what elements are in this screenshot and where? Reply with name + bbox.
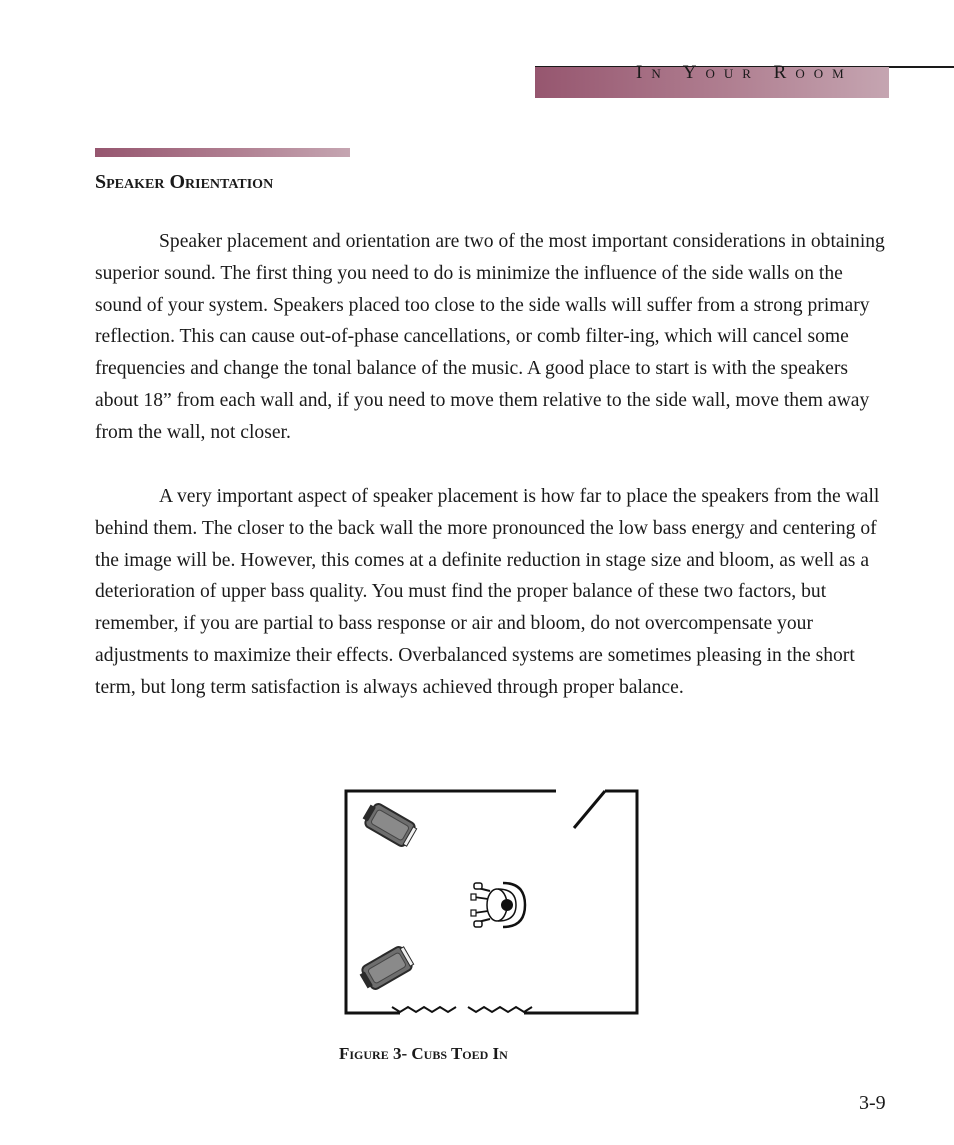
speaker-icon — [360, 800, 418, 849]
body-paragraph: A very important aspect of speaker placement is how far to place the speakers from the wall behind them. The closer to the back wall the more pronounced the low bass energy and centering of the image will be. However, this comes at a definite reduction in stage size and bloom, as well as a deterioration of upper bass quality. You must find the proper balance of these two factors, but remember, if you are partial to bass response or air and bloom, do not overcompensate your adjustments to maximize their effects. Overbalanced systems are sometimes pleasing in the short term, but long term satisfaction is always achieved through proper balance. — [95, 486, 880, 698]
running-header-title: In Your Room — [636, 62, 853, 83]
listener-chair-icon — [471, 883, 525, 927]
room-diagram-figure — [340, 785, 645, 1020]
section-heading: Speaker Orientation — [95, 171, 274, 193]
room-wall-right — [524, 791, 637, 1013]
room-diagram — [340, 785, 645, 1020]
page-number: 3-9 — [859, 1092, 886, 1114]
body-paragraph: Speaker placement and orientation are two of the most important considerations in obtaining superior sound. The first thing you need to do is minimize the influence of the side walls on the sound of your system. Speakers placed too close to the side walls will suffer from a strong primary reflection. This can cause out-of-phase cancellations, or comb filter-ing, which will cancel some frequencies and change the tonal balance of the music. A good place to start is with the speakers about 18” from each wall and, if you need to move them relative to the side wall, move them away from the wall, not closer. — [95, 231, 885, 443]
figure-caption: Figure 3- Cubs Toed In — [339, 1044, 508, 1063]
curtain-icon — [392, 1007, 532, 1012]
speaker-icon — [357, 944, 415, 993]
section-accent-bar — [95, 148, 350, 157]
door-icon — [574, 791, 605, 828]
